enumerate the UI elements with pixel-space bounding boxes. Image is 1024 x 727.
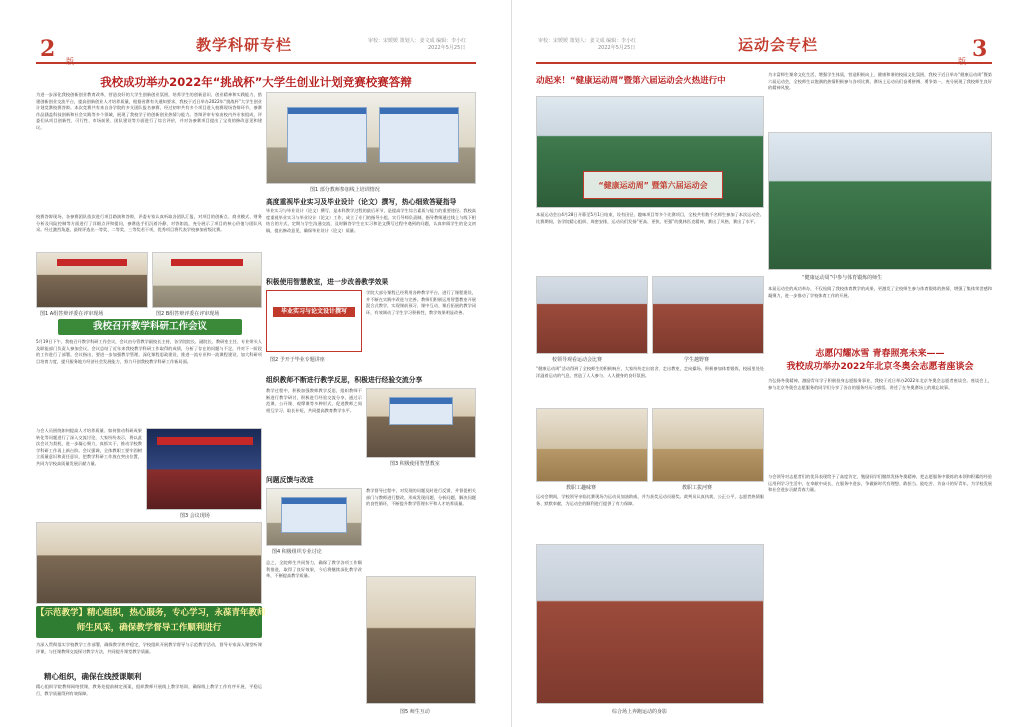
paragraph-11: 总之，全院师生共同努力，确保了教学各项工作顺利推进，取得了良好效果，今后将继续深化教学改革，不断提高教学质量。 xyxy=(266,560,362,579)
subhead-graduate: 高度重视毕业实习及毕业设计（论文）撰写，热心细致答疑指导 xyxy=(266,198,457,206)
caption-teacher: 教职工趣味赛 xyxy=(566,485,597,491)
caption-sunset: “健康运动周”中参与体育锻炼的师生 xyxy=(802,275,883,281)
caption-mid-photo: 图1 部分教师参加线上培训情况 xyxy=(310,187,380,193)
meta-right-line2: 2022年5月25日 xyxy=(598,45,636,51)
photo-judges-a xyxy=(36,252,148,308)
meta-right-line1: 审校：宋媛媛 策划人：姜文成 编辑：李小红 xyxy=(538,38,637,44)
paragraph-9: 教学过程中，积极加强教师教学反思，组织教师不断进行教学研讨，积极进行经验交流分享，通过示范课、公开课、观摩课等多种形式，促进教师之间相互学习、取长补短，共同提高教育教学水平。 xyxy=(266,388,362,413)
headline-right: 动起来！“健康运动周”暨第六届运动会火热进行中 xyxy=(536,76,726,86)
headline-left: 我校成功举办2022年“挑战杯”大学生创业计划竞赛校赛答辩 xyxy=(100,75,412,89)
headline-volunteer xyxy=(768,348,992,374)
photo-online-training xyxy=(266,92,476,184)
photo-judges-b xyxy=(152,252,262,308)
caption-photo1: 图1 A组答辩评委在评审现场 xyxy=(40,311,104,317)
photo-staff-game xyxy=(536,408,648,482)
banner-teaching-meeting: 我校召开教学科研工作会议 xyxy=(58,319,242,335)
photo-running xyxy=(652,276,764,354)
green-banner-line2: 师生风采，确保教学督导工作顺利进行 xyxy=(76,623,222,633)
page-number-right: 3 xyxy=(972,36,988,62)
paragraph-6: 精心组织学院教师网络授课，教务处提前制定预案，组织教师开展线上教学培训，确保线上教学工作有序开展、平稳运行，教学质量得到有效保障。 xyxy=(36,684,262,696)
section-title-right: 运动会专栏 xyxy=(738,36,819,54)
caption-fig3: 图3 积极使用智慧教室 xyxy=(390,461,440,467)
caption-tug: 教职工拔河赛 xyxy=(682,485,713,491)
slide-graduate xyxy=(266,290,362,352)
meta-right xyxy=(538,38,636,52)
photo-smart-classroom xyxy=(366,388,476,458)
green-banner-supervision xyxy=(36,606,266,638)
photo-interaction xyxy=(366,576,476,704)
photo-meeting xyxy=(146,428,262,510)
caption-fig2: 图2 予开于毕业专题讲座 xyxy=(270,357,325,363)
paragraph-7: 毕业实习与毕业设计（论文）撰写，是本科教学过程的最后环节，是提高学生综合素质与能力的重要途径。我校高度重视毕业实习与毕业设计（论文）工作，成立了专门的指导小组，实行导师负责制，指导教师通过线上与线下相结合的方式，定期与学生沟通交流，及时解答学生在实习和论文撰写过程中遇到的问题，认真审阅学生的论文初稿，提出修改意见，确保毕业设计（论文）质量。 xyxy=(266,208,476,233)
page-number-left: 2 xyxy=(40,36,56,62)
caption-photo3: 图3 会议现场 xyxy=(180,513,210,519)
paragraph-3: 5月19日下午，我校召开教学科研工作会议，会议由分管教学副校长主持，各学院院长、副院长、教研室主任、专业带头人及职能部门负责人参加会议。会议总结了近年来我校教学科研工作取得的成绩，分析了存在的问题与不足，并对下一阶段的工作进行了部署。会议指出，要进一步加强教学管理，深化课程思政建设，推进一流专业和一流课程建设，加大科研项目培育力度，提升服务地方经济社会发展能力，努力开创我校教学科研工作新局面。 xyxy=(36,339,262,364)
caption-bottom: 综合场上奔跑运动的身影 xyxy=(612,709,668,715)
headline-volunteer-line1: 志愿闪耀冰雪 青春照亮未来—— xyxy=(815,349,945,359)
headline-volunteer-line2: 我校成功举办2022年北京冬奥会志愿者座谈会 xyxy=(786,362,974,372)
subhead-teacher-reflection: 组织教师不断进行教学反思，积极进行经验交流分享 xyxy=(266,376,423,384)
paragraph-8: 学院大部分课程已经利用各种教学平台，进行了课程建设，并不断在实践中改进与完善。教师们积极运用智慧教室开展混合式教学，实现课前预习、课中互动、课后拓展的教学闭环，有效调动了学生学习积极性，教学效果明显改善。 xyxy=(366,290,476,315)
right-page xyxy=(512,0,1024,727)
paragraph-2: 校赛答辩现场，各参赛团队依次进行项目路演和答辩，评委专家认真听取各团队汇报，对项目的创新点、商业模式、财务分析及风险控制等方面进行了详细点评和提问，参赛选手们沉着冷静、对答如流，充分展示了项目的核心价值与团队风采。经过激烈角逐，最终评选出一等奖、二等奖、三等奖若干项，优秀项目将代表学校参加省级比赛。 xyxy=(36,214,262,233)
green-banner-line1: 【示范教学】精心组织，热心服务，专心学习，永葆青年教师 xyxy=(36,608,266,618)
sports-paragraph-4: 运动会期间，学校领导亲临比赛现场为运动员加油助威，并为获奖运动员颁奖。裁判员认真执裁、公正公平，志愿者热情服务、默默奉献，为运动会的顺利进行提供了有力保障。 xyxy=(536,494,764,506)
right-header xyxy=(512,30,1024,64)
caption-track: 学生越野赛 xyxy=(684,357,710,363)
photo-basketball xyxy=(536,276,648,354)
header-rule-left xyxy=(36,62,476,64)
sports-paragraph-2: 本届运动会自4月28日开幕至5月1日结束，设有田径、趣味项目等多个比赛项目，全校共有数千名师生参加了本次运动会。比赛期间，各学院精心组织、周密安排，运动员们发扬“更高、更快、更强”的奥林匹克精神，赛出了风格，赛出了水平。 xyxy=(536,212,764,224)
paragraph-10: 教学督导过程中，对发现的问题及时进行反馈，并督促相关部门与教师进行整改，形成发现问题、分析问题、解决问题的良性循环，不断提升教学管理水平和人才培养质量。 xyxy=(366,488,476,507)
sports-paragraph-3: “健康运动周”活动得到了全校师生的积极响应，大家纷纷走出宿舍、走出教室，走向操场，积极参加体育锻炼，校园里处处洋溢着运动的气息，营造了人人参与、人人健身的良好氛围。 xyxy=(536,366,764,378)
sports-paragraph-5: 本届运动会的成功举办，不仅检阅了我校体育教学的成果，更激发了全校师生参与体育锻炼的热情，增强了集体荣誉感和凝聚力，进一步推动了学校体育工作的开展。 xyxy=(768,286,992,298)
caption-fig5: 图5 师生互动 xyxy=(400,709,430,715)
caption-photo2: 图2 B组答辩评委在评审现场 xyxy=(156,311,220,317)
subhead-feedback: 问题反馈与改进 xyxy=(266,476,314,484)
sports-paragraph-6: 为弘扬冬奥精神，激励青年学子积极投身志愿服务事业，我校于近日举办2022年北京冬奥会志愿者座谈会。座谈会上，参与北京冬奥会志愿服务的同学们分享了各自的服务经历与感悟，讲述了在冬奥赛场上的难忘故事。 xyxy=(768,378,992,390)
photo-opening-ceremony xyxy=(536,96,764,208)
photo-sports-field xyxy=(768,132,992,270)
paragraph-4: 与会人员围绕如何提高人才培养质量、如何推动科研成果转化等问题进行了深入交流讨论，大家纷纷表示，将以此次会议为契机，进一步凝心聚力，真抓实干，推动学校教学科研工作再上新台阶。会议强调，全体教职工要牢固树立质量意识和责任意识，把教学科研工作放在突出位置，共同为学校高质量发展贡献力量。 xyxy=(36,428,142,466)
left-header xyxy=(0,30,511,64)
subhead-smart-classroom: 积极使用智慧教室，进一步改善教学效果 xyxy=(266,278,389,286)
section-title-left: 教学科研专栏 xyxy=(196,36,293,54)
photo-classroom xyxy=(36,522,262,604)
photo-banner-text: “健康运动周” 暨第六届运动会 xyxy=(583,171,723,199)
sports-paragraph-1: 为丰富师生课余文化生活，增强学生体质，营造积极向上、健康和谐的校园文化氛围，我校于近日举办“健康运动周”暨第六届运动会，全校师生以饱满的热情积极参与各项比赛，赛场上运动员们奋勇拼搏、勇争第一，充分展现了我校师生良好的精神风貌。 xyxy=(768,72,992,91)
meta-left xyxy=(368,38,466,52)
photo-tug-of-war xyxy=(652,408,764,482)
header-rule-right xyxy=(536,62,992,64)
caption-fig4: 图4 积极组织专业讨论 xyxy=(272,549,322,555)
intro-paragraph: 为进一步深化我校创新创业教育改革，营造良好的大学生创新创业氛围，培养学生的创新意识、创业精神和实践能力，搭建创新创业交流平台，提高创新创业人才培养质量，根据省赛有关通知要求，我校于近日举办2022年“挑战杯”大学生创业计划竞赛校赛答辩。本次竞赛共有来自各学院的多支团队报名参赛，经过初审共有多个项目进入校赛现场答辩环节，参赛作品涵盖科技创新和社会实践等多个领域，展现了我校学子的创新创业热情与能力。答辩评审专家由校内外专家组成，评委们从项目创新性、可行性、市场前景、团队建设等方面进行了综合评价，并对各参赛项目提出了宝贵的修改意见和建议。 xyxy=(36,92,262,130)
slide-title: 毕业实习与论文设计撰写 xyxy=(273,307,355,317)
photo-discussion xyxy=(266,488,362,546)
subhead-online-teaching: 精心组织，确保在线授课顺利 xyxy=(44,672,142,681)
meta-left-line2: 2022年5月25日 xyxy=(428,45,466,51)
photo-track-runners xyxy=(536,544,764,704)
caption-basket: 校领导观看运动会比赛 xyxy=(552,357,603,363)
paragraph-5: 为深入贯彻落实学校教学工作部署，确保教学秩序稳定，学校组织开展教学督导与示范教学活动，督导专家深入课堂听课评课，与任课教师交流探讨教学方法，共同提升课堂教学质量。 xyxy=(36,642,262,654)
sports-paragraph-7: 与会领导对志愿者们的优异表现给予了高度肯定，勉励同学们继续发扬冬奥精神，把志愿服务中锻炼的本领和积累的经验运用到学习生活中，在奉献中成长，在服务中进步，争做新时代有理想、敢担当、能吃苦、肯奋斗的好青年，为学校发展和社会进步贡献青春力量。 xyxy=(768,474,992,493)
meta-left-line1: 审校：宋媛媛 策划人：姜文成 编辑：李小红 xyxy=(368,38,467,44)
